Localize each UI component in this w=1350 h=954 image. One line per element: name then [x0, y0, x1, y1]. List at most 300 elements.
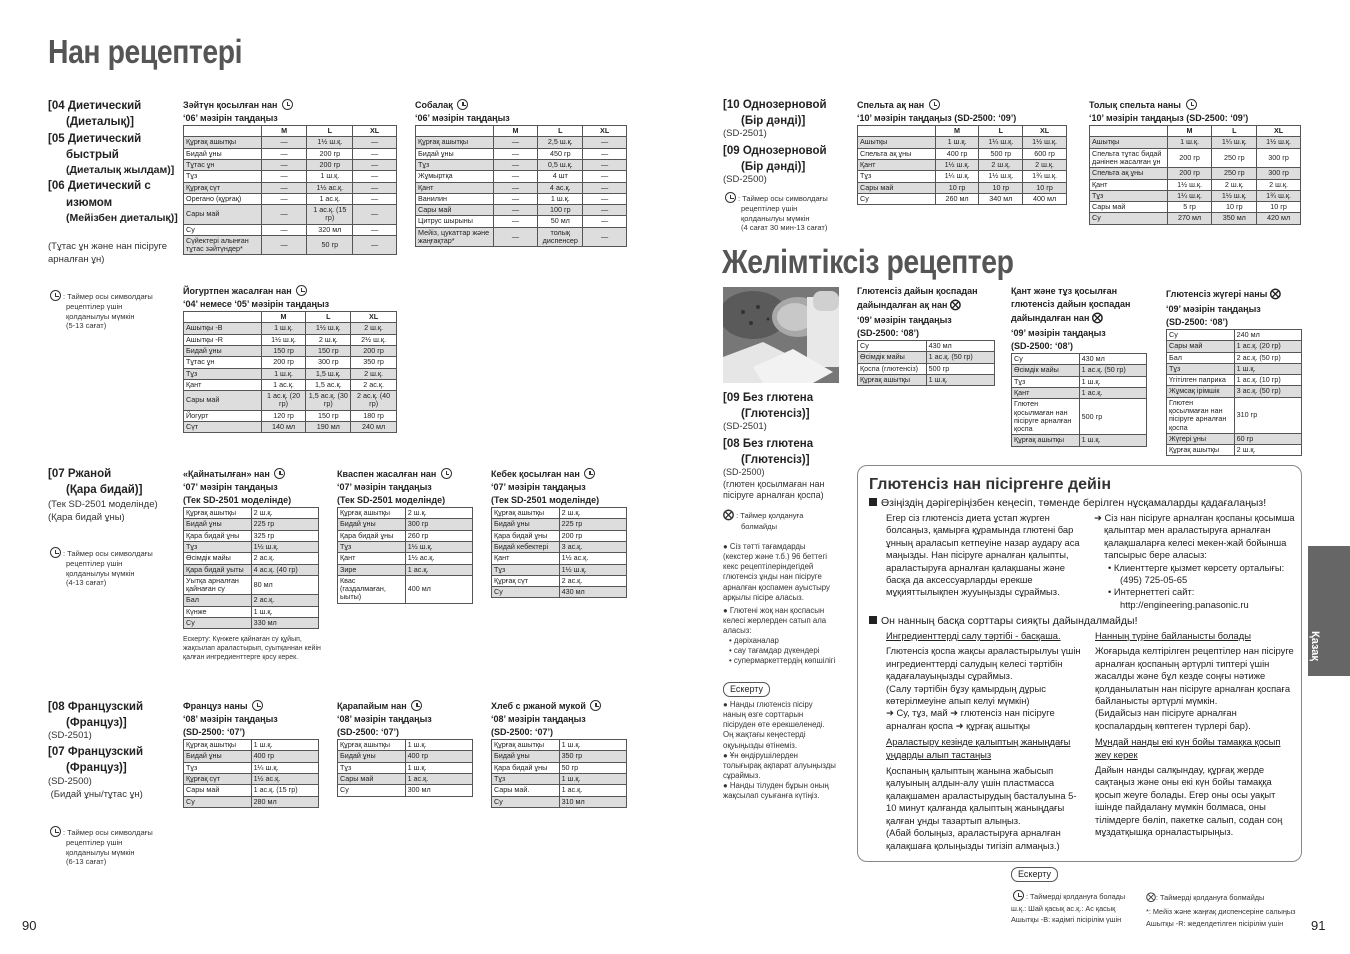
- sec-line: (Диеталық жылдам)]: [66, 164, 175, 177]
- table-cell: 1½ ш.қ.: [935, 159, 979, 170]
- table-cell: 400 мл: [405, 575, 472, 603]
- recipe-table: [857, 125, 1067, 205]
- recipe-table: [337, 507, 473, 604]
- table-row: [492, 530, 627, 541]
- table-row: [858, 352, 995, 363]
- table-cell: 260 гр: [405, 530, 472, 541]
- table-cell: 420 мл: [1257, 213, 1301, 224]
- table-row: [492, 564, 627, 575]
- table-cell: Құрғақ ашытқы: [492, 740, 560, 751]
- table-cell: Сары май: [184, 205, 262, 225]
- table-cell: —: [583, 159, 627, 170]
- table-row: [1167, 386, 1302, 397]
- table-cell: 200 гр: [1167, 148, 1212, 168]
- table-cell: —: [353, 235, 397, 255]
- table-cell: 1 ас.қ. (50 гр): [1079, 365, 1146, 376]
- recipe-table: [1166, 329, 1302, 456]
- table-cell: —: [583, 227, 627, 247]
- table-row: [184, 148, 397, 159]
- column-header: [184, 126, 262, 137]
- table-cell: 310 мл: [559, 796, 626, 807]
- table-cell: —: [493, 137, 538, 148]
- no-timer-icon: ⨂: [1269, 288, 1281, 300]
- table-cell: Су: [1012, 354, 1080, 365]
- recipe-table: [491, 507, 627, 598]
- table-cell: Су: [1090, 213, 1168, 224]
- table-cell: Үгітілген паприка: [1167, 375, 1235, 386]
- table-cell: Құрғақ ашытқы: [1167, 445, 1235, 456]
- table-cell: 320 мл: [307, 224, 353, 235]
- column-header: XL: [351, 312, 397, 323]
- table-cell: 1 ш.қ.: [926, 374, 994, 385]
- table-cell: 1 ш.қ.: [559, 740, 626, 751]
- table-cell: Су: [1167, 330, 1235, 341]
- table-cell: 1 ш.қ.: [1079, 376, 1146, 387]
- table-cell: 330 мл: [251, 617, 318, 628]
- column-header: M: [261, 312, 306, 323]
- table-row: [184, 617, 319, 628]
- table-cell: 350 мл: [1212, 213, 1257, 224]
- table-cell: Бидай ұны: [184, 519, 252, 530]
- bread-photo-svg: [723, 287, 839, 383]
- gluten-free-tips-box: [857, 465, 1302, 862]
- table-cell: 10 гр: [1212, 202, 1257, 213]
- timer-icon: [50, 826, 61, 837]
- column-header: XL: [1023, 126, 1067, 137]
- table-cell: Бидай ұны: [184, 148, 262, 159]
- table-cell: 4 ас.қ.: [538, 182, 583, 193]
- table-cell: 400 гр: [405, 751, 472, 762]
- table-cell: 140 мл: [261, 421, 306, 432]
- table-cell: Бидай кебектері: [492, 541, 560, 552]
- table-cell: Спельта тұтас бидай дәнінен жасалған ұн: [1090, 148, 1168, 168]
- table-cell: Сары май: [416, 205, 494, 216]
- table-cell: —: [261, 235, 307, 255]
- table-cell: толық диспенсер: [538, 227, 583, 247]
- table-cell: Бидай ұны: [338, 519, 406, 530]
- table-cell: 2 ш.қ.: [979, 159, 1023, 170]
- table-cell: Жұмыртқа: [416, 171, 494, 182]
- section-rye-sub: (Тек SD-2501 моделінде) (Қара бидай ұны): [48, 499, 158, 523]
- table-cell: Тұз: [492, 564, 560, 575]
- recipe-sobalak: Собалақ ‘06’ мәзірін таңдаңыз M L XL Құрғақ ашытқы — 2,5 ш.қ. — Бидай ұны — 450 гр — Тұз — 0,5 ш.қ. — Жұмыртқа — 4 шт — Қант — 4 ас.қ. — Ванилин — 1 ш.қ. — Сары май — 100 гр — Цитрус шырыны — 50 мл — Мейіз, цукаттар және жаңғақтар* — толық диспенсер —: [415, 99, 627, 247]
- table-row: [338, 541, 473, 552]
- note-item: ● Ұн өндірушілерден толығырақ ақпарат алуыңызды сұраймыз.: [723, 750, 836, 780]
- table-cell: Спельта ақ ұны: [1090, 168, 1168, 179]
- table-cell: 5 гр: [1167, 202, 1212, 213]
- table-cell: Қоспа (глютенсіз): [858, 363, 927, 374]
- square-bullet: [869, 498, 877, 506]
- timer-icon: [296, 285, 307, 296]
- table-row: [184, 357, 397, 368]
- table-cell: —: [353, 171, 397, 182]
- table-row: [858, 182, 1067, 193]
- table-row: [1167, 330, 1302, 341]
- table-cell: 150 гр: [306, 345, 351, 356]
- table-cell: 200 гр: [307, 148, 353, 159]
- table-cell: Сары май: [1167, 341, 1235, 352]
- table-cell: 600 гр: [1023, 148, 1067, 159]
- section-dietetic: [48, 98, 178, 226]
- table-cell: —: [583, 205, 627, 216]
- table-cell: 1 ас.қ.: [1079, 387, 1146, 398]
- table-cell: 50 мл: [538, 216, 583, 227]
- table-cell: 2 ш.қ.: [351, 368, 397, 379]
- recipe-gf-white: Глютенсіз дайын қоспадан дайындалған ақ нан ⨂ ‘09’ мәзірін таңдаңыз (SD-2500: ‘08’) Су 430 мл Өсімдік майы 1 ас.қ. (50 гр) Қоспа (глютенсіз) 500 гр Құрғақ ашытқы 1 ш.қ.: [857, 285, 995, 386]
- table-cell: 350 гр: [559, 751, 626, 762]
- table-cell: 1½ ас.қ.: [405, 553, 472, 564]
- table-cell: Глютен қосылмаған нан пісіруге арналған қоспа: [1167, 397, 1235, 433]
- table-cell: 270 мл: [1167, 213, 1212, 224]
- table-cell: 1 ш.қ.: [559, 773, 626, 784]
- table-cell: Қара бидай уыты: [184, 564, 252, 575]
- table-row: [184, 541, 319, 552]
- table-row: [416, 205, 627, 216]
- table-cell: Қара бидай ұны: [184, 530, 252, 541]
- table-cell: 4 шт: [538, 171, 583, 182]
- table-cell: 1 ас.қ.: [405, 773, 472, 784]
- table-cell: 1 ас.қ. (15 гр): [307, 205, 353, 225]
- recipe-bran: Кебек қосылған нан ‘07’ мәзірін таңдаңыз (Тек SD-2501 моделінде) Құрғақ ашытқы 2 ш.қ. Бидай ұны 225 гр Қара бидай ұны 200 гр Бидай кебектері 3 ас.қ. Қант 1½ ас.қ. Тұз 1½ ш.қ. Құрғақ сүт 2 ас.қ. Су 430 мл: [491, 468, 627, 598]
- table-row: [184, 421, 397, 432]
- table-row: [1012, 365, 1147, 376]
- recipe-table: [415, 125, 627, 247]
- table-cell: 1½ ш.қ.: [559, 564, 626, 575]
- table-row: [1167, 375, 1302, 386]
- table-cell: Орегано (құрғақ): [184, 193, 262, 204]
- recipe-table: [183, 125, 397, 255]
- timer-icon: [1186, 99, 1197, 110]
- table-row: [1167, 341, 1302, 352]
- table-cell: Тұз: [1012, 376, 1080, 387]
- table-cell: 400 мл: [1023, 193, 1067, 204]
- table-row: [1012, 387, 1147, 398]
- table-cell: 1½ ш.қ.: [1167, 179, 1212, 190]
- bread-photo: [723, 287, 839, 383]
- table-cell: —: [493, 193, 538, 204]
- table-cell: Бидай ұны: [416, 148, 494, 159]
- table-row: [338, 773, 473, 784]
- table-cell: Уытқа арналған қайнаған су: [184, 575, 252, 595]
- table-row: [1090, 190, 1301, 201]
- table-row: [184, 368, 397, 379]
- table-cell: Сары май: [1090, 202, 1168, 213]
- timer-icon: [590, 700, 601, 711]
- column-header: L: [306, 312, 351, 323]
- table-cell: 1 ш.қ.: [1167, 137, 1212, 148]
- bullet-item: ● Глютені жоқ нан қоспасын келесі жерлерден сатып ала аласыз:: [723, 605, 827, 635]
- table-row: [184, 773, 319, 784]
- box-title: Глютенсіз нан пісіргенге дейін: [869, 476, 1111, 493]
- table-cell: 200 гр: [1167, 168, 1212, 179]
- recipe-spelt-white: Спельта ақ нан ‘10’ мәзірін таңдаңыз (SD-2500: ‘09’) M L XL Ашытқы 1 ш.қ. 1¼ ш.қ. 1½ ш.қ. Спельта ақ ұны 400 гр 500 гр 600 гр Қант 1½ ш.қ. 2 ш.қ. 2 ш.қ. Тұз 1¼ ш.қ. 1½ ш.қ. 1¾ ш.қ. Сары май 10 гр 10 гр 10 гр Су 260 мл 340 мл 400 мл: [857, 99, 1067, 205]
- table-cell: Қара бидай ұны: [338, 530, 406, 541]
- table-cell: 1 ш.қ.: [261, 368, 306, 379]
- table-cell: 150 гр: [306, 410, 351, 421]
- table-row: [492, 740, 627, 751]
- table-cell: 225 гр: [559, 519, 626, 530]
- table-row: [492, 508, 627, 519]
- table-cell: 430 мл: [559, 587, 626, 598]
- table-cell: Қара бидай ұны: [492, 530, 560, 541]
- table-cell: 2 ш.қ.: [306, 334, 351, 345]
- column-header: [858, 126, 936, 137]
- table-cell: Бал: [1167, 352, 1235, 363]
- table-cell: —: [493, 227, 538, 247]
- table-row: [416, 171, 627, 182]
- table-cell: 1 ас.қ.: [559, 785, 626, 796]
- table-row: [338, 519, 473, 530]
- table-cell: 1 ас.қ. (20 гр): [1234, 341, 1301, 352]
- table-row: [184, 137, 397, 148]
- table-cell: 500 гр: [926, 363, 994, 374]
- column-header: XL: [353, 126, 397, 137]
- table-row: [858, 171, 1067, 182]
- table-cell: Құрғақ ашытқы: [184, 740, 252, 751]
- page-title-gluten-free: Желімтіксіз рецептер: [722, 243, 1014, 280]
- table-cell: 200 гр: [261, 357, 306, 368]
- table-row: [338, 553, 473, 564]
- timer-icon: [725, 192, 736, 203]
- table-row: [416, 148, 627, 159]
- table-cell: Тұз: [1090, 190, 1168, 201]
- table-row: [184, 224, 397, 235]
- table-cell: —: [261, 137, 307, 148]
- table-row: [492, 553, 627, 564]
- table-row: [184, 751, 319, 762]
- table-cell: —: [261, 224, 307, 235]
- table-cell: 1 ш.қ.: [251, 606, 318, 617]
- table-row: [416, 159, 627, 170]
- table-row: [416, 137, 627, 148]
- table-row: [1090, 168, 1301, 179]
- table-cell: —: [261, 205, 307, 225]
- recipe-table: [1011, 353, 1147, 447]
- timer-note-2: : Таймер осы символдағы рецептілер үшін қолданылуы мүмкін (4-13 сағат): [48, 547, 158, 588]
- section-french-sub2: (SD-2500) (Бидай ұны/тұтас ұн): [48, 776, 143, 801]
- column-header: M: [935, 126, 979, 137]
- sec-line: [04 Диетический: [48, 100, 142, 112]
- table-cell: Қант: [492, 553, 560, 564]
- column-header: XL: [583, 126, 627, 137]
- timer-icon: [929, 99, 940, 110]
- table-cell: 300 гр: [306, 357, 351, 368]
- table-cell: 1½ ш.қ.: [1212, 190, 1257, 201]
- table-cell: 1 ас.қ.: [405, 564, 472, 575]
- note-list: [723, 700, 837, 801]
- table-cell: Цитрус шырыны: [416, 216, 494, 227]
- table-cell: Қант: [1090, 179, 1168, 190]
- table-cell: —: [261, 171, 307, 182]
- table-cell: Тұз: [492, 773, 560, 784]
- table-cell: 430 мл: [926, 341, 994, 352]
- table-cell: 500 гр: [1079, 399, 1146, 435]
- table-row: [1012, 354, 1147, 365]
- table-cell: 1 ш.қ.: [405, 762, 472, 773]
- table-cell: 1½ ш.қ.: [306, 323, 351, 334]
- table-cell: —: [493, 182, 538, 193]
- table-cell: 1,5 ас.қ.: [306, 379, 351, 390]
- table-row: [338, 785, 473, 796]
- table-cell: 430 мл: [1079, 354, 1146, 365]
- table-cell: 200 гр: [559, 530, 626, 541]
- table-cell: Тұз: [338, 762, 406, 773]
- column-header: L: [1212, 126, 1257, 137]
- table-row: [492, 762, 627, 773]
- table-cell: 1 ш.қ.: [538, 193, 583, 204]
- sec-line: [06 Диетический с: [48, 180, 151, 193]
- table-row: [338, 530, 473, 541]
- column-header: L: [307, 126, 353, 137]
- table-row: [858, 159, 1067, 170]
- page-number-right: 91: [1311, 918, 1326, 933]
- table-row: [1090, 179, 1301, 190]
- sec-line: изюмом: [66, 196, 113, 209]
- recipe-french: Француз наны ‘08’ мәзірін таңдаңыз (SD-2500: ‘07’) Құрғақ ашытқы 1 ш.қ. Бидай ұны 400 гр Тұз 1¼ ш.қ. Құрғақ сүт 1½ ас.қ. Сары май 1 ас.қ. (15 гр) Су 280 мл: [183, 700, 319, 808]
- table-cell: Ашытқы -В: [184, 323, 262, 334]
- table-row: [416, 193, 627, 204]
- table-cell: 1,5 ас.қ. (30 гр): [306, 391, 351, 411]
- recipe-boiled: «Қайнатылған» нан ‘07’ мәзірін таңдаңыз (Тек SD-2501 моделінде) Құрғақ ашытқы 2 ш.қ. Бидай ұны 225 гр Қара бидай ұны 325 гр Тұз 1½ ш.қ. Өсімдік майы 2 ас.қ. Қара бидай уыты 4 ас.қ. (40 гр) Уытқа арналған қайнаған су 80 мл Бал 2 ас.қ. Күнже 1 ш.қ. Су 330 мл Ескерту: Күнжеге қайнаған су құйып, жақсылап араластырып, суытқаннан кейін қалған ингредиенттерге қосу керек.: [183, 468, 323, 663]
- recipe-gf-salt-sugar: Қант және тұз қосылған глютенсіз дайын қоспадан дайындалған нан ⨂ ‘09’ мәзірін таңдаңыз (SD-2500: ‘08’) Су 430 мл Өсімдік майы 1 ас.қ. (50 гр) Тұз 1 ш.қ. Қант 1 ас.қ. Глютен қосылмаған нан пісіруге арналған қоспа 500 гр Құрғақ ашытқы 1 ш.қ.: [1011, 285, 1147, 447]
- table-cell: 1½ ш.қ.: [251, 541, 318, 552]
- column-header: L: [538, 126, 583, 137]
- section-single-grain: [10 Однозерновой (Бір дәнді)]: [723, 99, 827, 128]
- table-cell: 2 ш.қ.: [1023, 159, 1067, 170]
- table-cell: Сары май.: [492, 785, 560, 796]
- table-cell: 1 ш.қ.: [1079, 435, 1146, 446]
- table-row: [184, 345, 397, 356]
- table-row: [416, 182, 627, 193]
- table-cell: 300 гр: [1257, 168, 1301, 179]
- table-cell: 1,5 ш.қ.: [306, 368, 351, 379]
- no-timer-icon: ⨂: [1091, 312, 1103, 325]
- table-row: [184, 323, 397, 334]
- language-tab: Қазақ: [1308, 546, 1350, 676]
- box-order: ➜ Сіз нан пісіруге арналған қоспаны қосымша қалыптар мен араластыруға арналған қалақшаларға келесі мекен-жай бойынша тапсырыс бере аласыз: • Клиенттерге қызмет көрсету орталығы: (495) 725-05-65 • Интернеттегі сайт: http://engineering.panasonic.ru: [1094, 512, 1295, 610]
- recipe-olive: Зәйтүн қосылған нан ‘06’ мәзірін таңдаңыз M L XL Құрғақ ашытқы — 1½ ш.қ. — Бидай ұны — 200 гр — Тұтас ұн — 200 гр — Тұз — 1 ш.қ. — Құрғақ сүт — 1½ ас.қ. — Орегано (құрғақ) — 1 ас.қ. — Сары май — 1 ас.қ. (15 гр) — Су — 320 мл — Сүйектері алынған тұтас зәйтүндер* — 50 гр —: [183, 99, 397, 255]
- table-cell: 2,5 ш.қ.: [538, 137, 583, 148]
- table-cell: 1½ ш.қ.: [307, 137, 353, 148]
- table-cell: 2 ас.қ. (50 гр): [1234, 352, 1301, 363]
- table-row: [184, 575, 319, 595]
- table-cell: 260 мл: [935, 193, 979, 204]
- table-cell: 50 гр: [559, 762, 626, 773]
- footer-legend-right: ⨂: Таймерді қолдануға болмайды *: Мейіз және жаңғақ диспенсеріне салыңыз Ашытқы -R: жеделдетілген пісірілім үшін: [1146, 892, 1296, 928]
- table-cell: 1¼ ш.қ.: [1212, 137, 1257, 148]
- table-cell: —: [353, 148, 397, 159]
- table-cell: Бидай ұны: [184, 345, 262, 356]
- recipe-table: [183, 507, 319, 629]
- box-col-a: Ингредиенттерді салу тәртібі - басқаша. Глютенсіз қоспа жақсы араластырылуы үшін ингредиенттерді салудың келесі тәртібін қадағалауыңызды сұраймыз. (Салу тәртібін бұзу қамырдың дұрыс көтерілмеуіне апып келуі мүмкін) ➜ Су, тұз, май ➜ глютенсіз нан пісіруге арналған қоспа ➜ құрғақ ашытқы Араластыру кезінде қалыптың жаныңдағы ұңдарды алып тастаңыз Қоспаның қалыптың жанына жабысып қалуының алдын-алу үшін пластмасса қалақшамен араластырудың басталуына 5-10 минут қалғанда қалыптың жаныңдағы қалған ұнды тазартып алыңыз. (Абай болыңыз, араластыруға арналған қалақшаға қолыңызды тигізіп алмаңыз.): [886, 630, 1081, 851]
- table-cell: Тұтас ұн: [184, 159, 262, 170]
- table-cell: Қант: [416, 182, 494, 193]
- table-cell: 2½ ш.қ.: [351, 334, 397, 345]
- table-cell: 250 гр: [1212, 168, 1257, 179]
- table-cell: Жұмсақ ірімшік: [1167, 386, 1235, 397]
- table-cell: 4 ас.қ. (40 гр): [251, 564, 318, 575]
- table-row: [184, 205, 397, 225]
- table-cell: Күнже: [184, 606, 252, 617]
- no-timer-icon: ⨂: [1146, 892, 1156, 903]
- table-cell: Йогурт: [184, 410, 262, 421]
- table-row: [858, 341, 995, 352]
- table-row: [184, 171, 397, 182]
- table-cell: Қант: [338, 553, 406, 564]
- table-row: [184, 553, 319, 564]
- table-cell: —: [493, 205, 538, 216]
- table-cell: 120 гр: [261, 410, 306, 421]
- table-cell: 500 гр: [979, 148, 1023, 159]
- table-cell: Өсімдік майы: [1012, 365, 1080, 376]
- timer-icon: [1013, 890, 1024, 901]
- table-row: [1167, 363, 1302, 374]
- table-cell: 1 ш.қ.: [1234, 363, 1301, 374]
- recipe-kvass: Квaспен жасалған нан ‘07’ мәзірін таңдаңыз (Тек SD-2501 моделінде) Құрғақ ашытқы 2 ш.қ. Бидай ұны 300 гр Қара бидай ұны 260 гр Тұз 1½ ш.қ. Қант 1½ ас.қ. Зире 1 ас.қ. Квас (газдалмаған, ыыты) 400 мл: [337, 468, 473, 604]
- table-row: [416, 227, 627, 247]
- timer-note-3: : Таймер осы символдағы рецептілер үшін қолданылуы мүмкін (6-13 сағат): [48, 826, 158, 867]
- table-cell: —: [261, 182, 307, 193]
- recipe-plain: Қарапайым нан ‘08’ мәзірін таңдаңыз (SD-2500: ‘07’) Құрғақ ашытқы 1 ш.қ. Бидай ұны 400 гр Тұз 1 ш.қ. Сары май 1 ас.қ. Су 300 мл: [337, 700, 473, 797]
- table-cell: 1 ш.қ.: [261, 323, 306, 334]
- table-row: [1090, 202, 1301, 213]
- recipe-table: [183, 739, 319, 808]
- table-row: [184, 410, 397, 421]
- table-cell: 280 мл: [251, 796, 318, 807]
- table-cell: Мейіз, цукаттар және жаңғақтар*: [416, 227, 494, 247]
- table-cell: 1¼ ш.қ.: [935, 171, 979, 182]
- section-single-grain-2: [09 Однозерновой (Бір дәнді)]: [723, 145, 827, 174]
- table-cell: Зире: [338, 564, 406, 575]
- table-cell: 50 гр: [307, 235, 353, 255]
- table-cell: 1 ас.қ.: [261, 379, 306, 390]
- table-cell: 1½ ш.қ.: [1257, 137, 1301, 148]
- table-cell: 2 ш.қ.: [405, 508, 472, 519]
- table-cell: 1¾ ш.қ.: [1023, 171, 1067, 182]
- table-cell: 1 ас.қ. (15 гр): [251, 785, 318, 796]
- column-header: [1090, 126, 1168, 137]
- table-cell: —: [493, 171, 538, 182]
- section-gluten-free-2: [08 Без глютена (Глютенсіз)]: [723, 438, 814, 467]
- table-cell: 3 ас.қ.: [559, 541, 626, 552]
- table-cell: 2 ас.қ.: [559, 575, 626, 586]
- table-cell: Сары май: [338, 773, 406, 784]
- table-cell: Өсімдік майы: [184, 553, 252, 564]
- table-cell: —: [353, 224, 397, 235]
- box-para: Егер сіз глютенсіз диета ұстап жүрген болсаңыз, қамырға құрамында глютені бар ұнның араласып кетпеуіне назар аудару аса маңызды. Нан пісіруге арналған қалыпты, араластыруға арналған қалақшаны және басқа да аксессуарларды ерекше мұқияттылықпен жууыңызды сұраймыз.: [886, 512, 1080, 598]
- bullet-list: ● Сіз тәтті тағамдарды (кекстер және т.б.) 96 беттегі кекс рецептілеріндегідей глютенсіз ұнды нан пісіруге арналған қоспамен ауыстыру арқылы пісіре аласыз. ● Глютені жоқ нан қоспасын келесі жерлерден сатып ала аласыз: • дәріханалар • сау тағамдар дүкендері • супермаркеттердің көпшілігі: [723, 542, 836, 666]
- table-row: [492, 751, 627, 762]
- timer-note-1: : Таймер осы символдағы рецептілер үшін қолданылуы мүмкін (5-13 сағат): [48, 290, 158, 331]
- table-cell: —: [493, 148, 538, 159]
- timer-icon: [457, 99, 468, 110]
- table-row: [492, 575, 627, 586]
- table-cell: 60 гр: [1234, 433, 1301, 444]
- table-row: [492, 587, 627, 598]
- table-cell: 300 гр: [1257, 148, 1301, 168]
- table-row: [1090, 148, 1301, 168]
- table-cell: Құрғақ ашытқы: [338, 508, 406, 519]
- table-row: [858, 137, 1067, 148]
- section-rye: [07 Ржаной (Қара бидай)]: [48, 468, 143, 497]
- timer-icon: [274, 468, 285, 479]
- table-cell: Глютен қосылмаған нан пісіруге арналған қоспа: [1012, 399, 1080, 435]
- table-cell: 2 ш.қ.: [251, 508, 318, 519]
- recipe-rye-flour: Хлеб с ржаной мукой ‘08’ мәзірін таңдаңыз (SD-2500: ‘07’) Құрғақ ашытқы 1 ш.қ. Бидай ұны 350 гр Қара бидай ұны 50 гр Тұз 1 ш.қ. Сары май. 1 ас.қ. Су 310 мл: [491, 700, 627, 808]
- table-cell: Тұз: [1167, 363, 1235, 374]
- table-cell: 2 ас.қ.: [251, 595, 318, 606]
- table-cell: Сүйектері алынған тұтас зәйтүндер*: [184, 235, 262, 255]
